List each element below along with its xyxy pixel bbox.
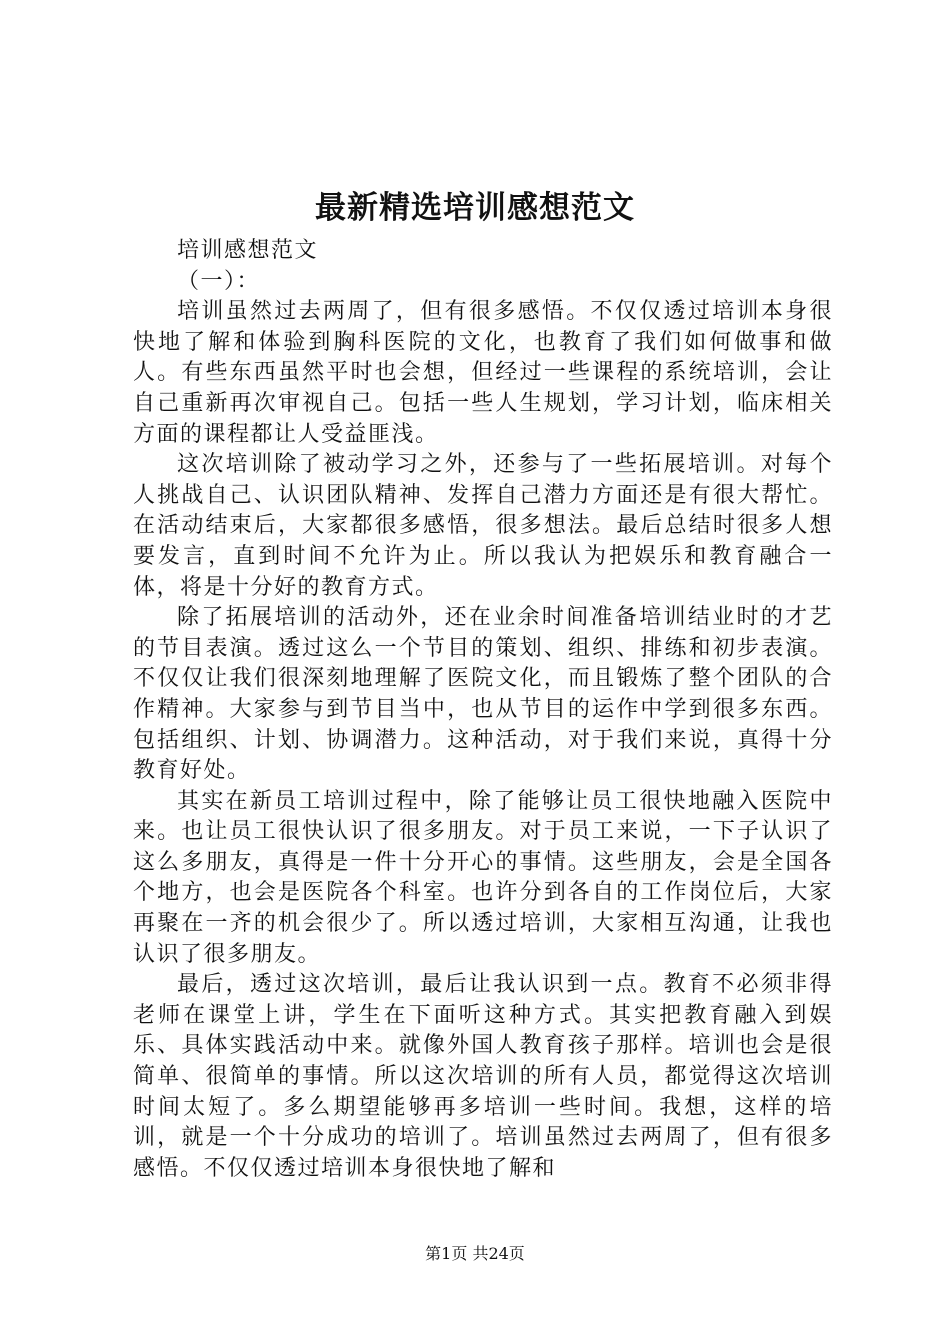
document-body: [133, 236, 833, 1184]
paragraph-3: 除了拓展培训的活动外，还在业余时间准备培训结业时的才艺的节目表演。透过这么一个节目的策划、组织、排练和初步表演。不仅仅让我们很深刻地理解了医院文化，而且锻炼了整个团队的合作精神。大家参与到节目当中，也从节目的运作中学到很多东西。包括组织、计划、协调潜力。这种活动，对于我们来说，真得十分教育好处。: [133, 605, 833, 784]
document-title: 最新精选培训感想范文: [315, 190, 635, 226]
section-label: （一）：: [177, 268, 261, 294]
paragraph-1: 培训虽然过去两周了，但有很多感悟。不仅仅透过培训本身很快地了解和体验到胸科医院的文化，也教育了我们如何做事和做人。有些东西虽然平时也会想，但经过一些课程的系统培训，会让自己重新再次审视自己。包括一些人生规划，学习计划，临床相关方面的课程都让人受益匪浅。: [133, 299, 833, 447]
paragraph-5: 最后，透过这次培训，最后让我认识到一点。教育不必须非得老师在课堂上讲，学生在下面听这种方式。其实把教育融入到娱乐、具体实践活动中来。就像外国人教育孩子那样。培训也会是很简单、很简单的事情。所以这次培训的所有人员，都觉得这次培训时间太短了。多么期望能够再多培训一些时间。我想，这样的培训，就是一个十分成功的培训了。培训虽然过去两周了，但有很多感悟。不仅仅透过培训本身很快地了解和: [133, 972, 833, 1181]
paragraph-2: 这次培训除了被动学习之外，还参与了一些拓展培训。对每个人挑战自己、认识团队精神、发挥自己潜力方面还是有很大帮忙。在活动结束后，大家都很多感悟，很多想法。最后总结时很多人想要发言，直到时间不允许为止。所以我认为把娱乐和教育融合一体，将是十分好的教育方式。: [133, 452, 833, 600]
page-footer: 第1页 共24页: [425, 1244, 525, 1263]
paragraph-4: 其实在新员工培训过程中，除了能够让员工很快地融入医院中来。也让员工很快认识了很多朋友。对于员工来说，一下子认识了这么多朋友，真得是一件十分开心的事情。这些朋友，会是全国各个地方，也会是医院各个科室。也许分到各自的工作岗位后，大家再聚在一齐的机会很少了。所以透过培训，大家相互沟通，让我也认识了很多朋友。: [133, 788, 833, 967]
document-subtitle: 培训感想范文: [177, 238, 319, 263]
